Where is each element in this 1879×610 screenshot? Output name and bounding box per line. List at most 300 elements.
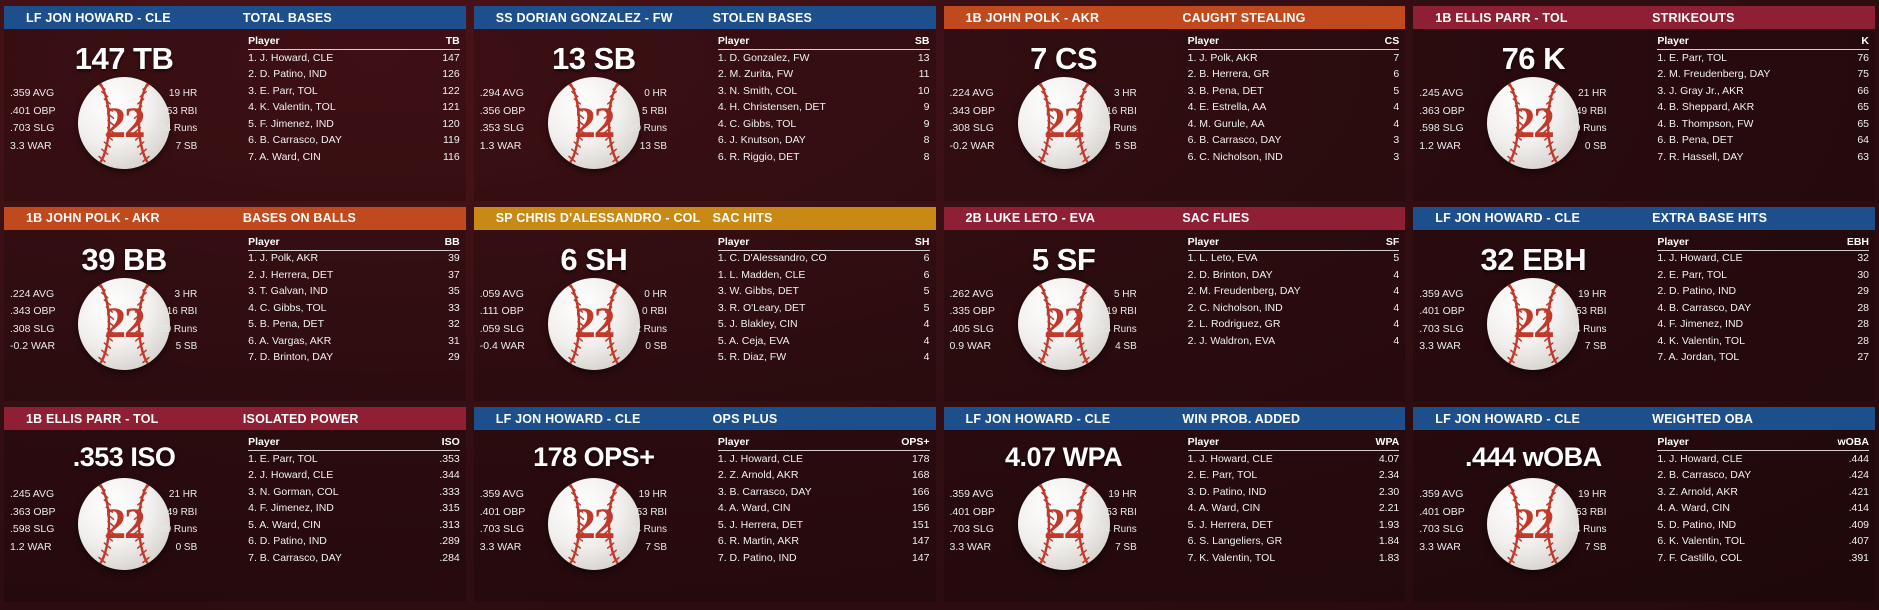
col-header-stat: SB — [904, 35, 929, 50]
slash-line: 3.3 WAR — [10, 139, 52, 152]
table-row[interactable] — [1188, 250, 1400, 267]
leader-name: 4. B. Carrasco, DAY — [1657, 301, 1752, 314]
leader-name: 4. C. Gibbs, TOL — [248, 301, 327, 314]
leader-name: 1. J. Howard, CLE — [1657, 252, 1743, 265]
leader-name: 3. E. Parr, TOL — [248, 84, 318, 97]
leader-value: 122 — [442, 84, 460, 97]
leader-name: 6. B. Carrasco, DAY — [248, 134, 342, 146]
leader-name: 1. J. Howard, CLE — [248, 51, 334, 64]
table-row[interactable] — [718, 149, 930, 166]
table-row[interactable] — [248, 50, 460, 67]
slash-line: .703 SLG — [479, 523, 525, 536]
leader-value: 147 — [911, 535, 930, 548]
table-row[interactable] — [248, 149, 460, 166]
card-player-name: SP CHRIS D'ALESSANDRO - COL — [495, 211, 701, 226]
card-big-stat: .353 ISO — [72, 442, 176, 473]
leader-name: 3. J. Gray Jr., AKR — [1657, 84, 1744, 97]
leader-value: .424 — [1848, 469, 1869, 482]
leader-name: 4. B. Sheppard, AKR — [1657, 101, 1755, 113]
col-header-player: Player — [718, 236, 905, 251]
leader-name: 2. D. Brinton, DAY — [1187, 268, 1273, 281]
leader-value: 9 — [923, 117, 930, 130]
card-feature-pane — [1413, 430, 1653, 602]
leader-name: 1. L. Leto, EVA — [1187, 252, 1258, 265]
card-leaderboard-pane — [244, 430, 466, 602]
leader-card[interactable] — [1413, 207, 1875, 402]
leader-name: 3. T. Galvan, IND — [248, 285, 328, 298]
leader-name: 1. D. Gonzalez, FW — [717, 51, 810, 64]
table-row[interactable] — [718, 451, 930, 468]
card-leaderboard-pane — [1184, 230, 1406, 402]
counting-line: 13 SB — [639, 140, 668, 152]
card-header — [474, 207, 936, 230]
leader-card[interactable] — [944, 407, 1406, 602]
leader-value: 4.07 — [1378, 452, 1400, 465]
leader-name: 2. M. Zurita, FW — [717, 68, 794, 80]
leader-value: 4 — [1393, 101, 1400, 113]
table-row[interactable] — [248, 317, 460, 334]
table-row[interactable] — [1188, 133, 1400, 150]
table-row[interactable] — [1657, 149, 1869, 166]
table-row[interactable] — [248, 267, 460, 284]
leader-value: 119 — [443, 134, 460, 146]
leader-value: 2.21 — [1378, 502, 1400, 515]
baseball-icon — [548, 278, 640, 370]
table-row[interactable] — [1657, 50, 1869, 67]
table-row[interactable] — [248, 517, 460, 534]
leader-value: 28 — [1857, 301, 1869, 314]
table-row[interactable] — [1657, 317, 1869, 334]
card-player-name: 2B LUKE LETO - EVA — [965, 211, 1096, 226]
col-header-stat: wOBA — [1816, 436, 1869, 451]
counting-line: 19 HR — [168, 88, 198, 99]
table-row[interactable] — [248, 67, 460, 84]
counting-line: 39 Runs — [160, 323, 198, 335]
leader-value: .444 — [1848, 452, 1869, 465]
baseball-number: 22 — [574, 99, 614, 147]
slash-line: .598 SLG — [10, 523, 55, 536]
col-header-player: Player — [1188, 236, 1377, 251]
leader-name: 2. E. Parr, TOL — [1187, 469, 1258, 482]
leader-name: 4. F. Jimenez, IND — [248, 502, 334, 515]
card-header — [1413, 207, 1875, 230]
table-row[interactable] — [248, 468, 460, 485]
col-header-stat: K — [1849, 35, 1869, 50]
card-big-stat: 147 TB — [74, 41, 174, 76]
table-row[interactable] — [718, 67, 930, 84]
leader-name: 4. A. Ward, CIN — [1187, 502, 1261, 515]
card-leaderboard-pane — [244, 230, 466, 402]
leader-name: 5. F. Jimenez, IND — [248, 117, 334, 130]
leader-value: .313 — [439, 518, 460, 531]
counting-line: 19 RBI — [1106, 306, 1137, 318]
slash-stats — [10, 85, 56, 155]
table-row[interactable] — [1657, 484, 1869, 501]
table-row[interactable] — [1188, 267, 1400, 284]
table-row[interactable] — [248, 300, 460, 317]
slash-line: .401 OBP — [1419, 305, 1465, 318]
leader-value: 63 — [1857, 150, 1869, 163]
table-row[interactable] — [718, 250, 930, 267]
baseball-number: 22 — [104, 500, 144, 548]
table-row[interactable] — [718, 83, 930, 100]
table-row[interactable] — [1657, 333, 1869, 350]
table-row[interactable] — [248, 250, 460, 267]
counting-stats — [1569, 85, 1606, 155]
table-row[interactable] — [1657, 67, 1869, 84]
counting-line: 7 SB — [175, 140, 198, 152]
table-row[interactable] — [248, 501, 460, 518]
counting-line: 0 SB — [175, 541, 198, 553]
leader-value: 30 — [1857, 268, 1869, 281]
table-row[interactable] — [248, 116, 460, 133]
leader-card[interactable] — [4, 207, 466, 402]
counting-line: 34 Runs — [629, 524, 668, 536]
slash-line: .224 AVG — [10, 287, 55, 300]
slash-line: .262 AVG — [949, 287, 994, 300]
leader-value: 3 — [1393, 134, 1400, 146]
card-big-stat: 6 SH — [560, 241, 628, 277]
card-leaderboard-pane — [244, 29, 466, 201]
counting-line: 0 RBI — [642, 306, 668, 318]
leader-value: 4 — [1393, 318, 1400, 331]
leader-value: .284 — [439, 551, 460, 564]
leader-value: 28 — [1857, 334, 1869, 347]
leader-name: 6. J. Knutson, DAY — [717, 134, 806, 146]
table-row[interactable] — [718, 50, 930, 67]
leader-value: 39 — [448, 252, 460, 265]
table-row[interactable] — [718, 501, 930, 518]
leader-name: 7. B. Carrasco, DAY — [248, 551, 342, 564]
card-header — [944, 207, 1406, 230]
table-row[interactable] — [1188, 550, 1400, 567]
card-header — [944, 6, 1406, 29]
slash-stats — [950, 486, 996, 556]
slash-line: .353 SLG — [479, 122, 525, 134]
table-row[interactable] — [248, 133, 460, 150]
card-player-name: LF JON HOWARD - CLE — [1435, 211, 1581, 226]
card-feature-pane — [944, 230, 1184, 402]
leader-card[interactable] — [944, 207, 1406, 402]
table-row[interactable] — [1188, 451, 1400, 468]
table-row[interactable] — [1657, 468, 1869, 485]
leaderboard-table — [1657, 236, 1869, 367]
col-header-player: Player — [248, 436, 422, 451]
counting-line: 0 HR — [644, 288, 668, 300]
table-row[interactable] — [718, 116, 930, 133]
table-row[interactable] — [1188, 284, 1400, 301]
card-stat-name: SAC FLIES — [1182, 211, 1250, 226]
card-feature-pane — [474, 230, 714, 402]
leader-card[interactable] — [474, 407, 936, 602]
leader-value: .407 — [1848, 535, 1869, 548]
table-row[interactable] — [248, 284, 460, 301]
leader-card[interactable] — [474, 6, 936, 201]
table-row[interactable] — [248, 100, 460, 117]
col-header-stat: OPS+ — [880, 436, 929, 451]
leader-value: 5 — [923, 301, 930, 314]
leader-name: 2. B. Carrasco, DAY — [1657, 469, 1752, 482]
slash-line: -0.4 WAR — [479, 340, 525, 353]
leader-value: 1.93 — [1378, 518, 1400, 531]
table-row[interactable] — [1657, 267, 1869, 284]
table-row[interactable] — [1188, 333, 1400, 350]
slash-line: .359 AVG — [1419, 287, 1464, 300]
slash-line: .359 AVG — [1419, 488, 1464, 501]
card-player-name: 1B ELLIS PARR - TOL — [1435, 10, 1568, 25]
table-row[interactable] — [1188, 116, 1400, 133]
table-row[interactable] — [718, 550, 930, 567]
card-stat-name: WEIGHTED OBA — [1652, 411, 1754, 426]
slash-stats — [480, 486, 526, 556]
leader-value: 5 — [1393, 84, 1400, 97]
baseball-icon — [1487, 478, 1579, 570]
table-row[interactable] — [1188, 67, 1400, 84]
leader-card[interactable] — [1413, 6, 1875, 201]
table-row[interactable] — [1188, 83, 1400, 100]
leader-value: 32 — [448, 318, 460, 331]
card-feature-pane — [944, 29, 1184, 201]
baseball-icon — [78, 77, 170, 169]
leader-name: 6. B. Carrasco, DAY — [1187, 134, 1282, 146]
counting-stats — [160, 85, 197, 155]
counting-line: 53 RBI — [1106, 506, 1137, 518]
leader-name: 4. B. Thompson, FW — [1657, 117, 1754, 130]
leader-value: 4 — [1393, 268, 1400, 281]
col-header-stat: TB — [426, 35, 459, 50]
card-leaderboard-pane — [1653, 230, 1875, 402]
table-row[interactable] — [1188, 100, 1400, 117]
leader-card[interactable] — [4, 407, 466, 602]
leader-value: 120 — [442, 117, 460, 130]
card-player-name: LF JON HOWARD - CLE — [1435, 411, 1581, 426]
table-row[interactable] — [1188, 501, 1400, 518]
leader-value: 65 — [1857, 117, 1869, 130]
leader-value: 147 — [442, 51, 460, 64]
table-row[interactable] — [1657, 133, 1869, 150]
leader-name: 4. C. Gibbs, TOL — [717, 117, 797, 130]
table-row[interactable] — [248, 333, 460, 350]
leader-name: 1. J. Howard, CLE — [1657, 452, 1743, 465]
leaderboard-table — [1188, 236, 1400, 350]
table-row[interactable] — [248, 350, 460, 367]
leader-value: .333 — [439, 485, 460, 498]
card-body — [1413, 29, 1875, 201]
table-row[interactable] — [718, 333, 930, 350]
counting-line: 49 RBI — [1575, 105, 1607, 117]
card-body — [944, 29, 1406, 201]
table-row[interactable] — [248, 484, 460, 501]
table-row[interactable] — [248, 451, 460, 468]
card-stat-name: STOLEN BASES — [712, 10, 813, 25]
leader-name: 3. Z. Arnold, AKR — [1657, 485, 1738, 498]
table-row[interactable] — [718, 350, 930, 367]
leader-value: 11 — [918, 68, 930, 80]
card-header — [4, 6, 466, 29]
col-header-player: Player — [718, 35, 904, 50]
table-row[interactable] — [718, 468, 930, 485]
leader-name: 2. J. Herrera, DET — [248, 268, 334, 281]
leader-card[interactable] — [4, 6, 466, 201]
counting-line: 5 HR — [1113, 288, 1137, 300]
leader-name: 6. S. Langeliers, GR — [1187, 535, 1283, 548]
table-row[interactable] — [248, 534, 460, 551]
table-row[interactable] — [718, 133, 930, 150]
leader-name: 7. F. Castillo, COL — [1657, 551, 1742, 564]
slash-line: .224 AVG — [949, 87, 994, 99]
leader-value: 2.34 — [1378, 469, 1400, 482]
card-body — [474, 230, 936, 402]
leaderboard-table — [1657, 436, 1869, 567]
table-row[interactable] — [1657, 501, 1869, 518]
leader-value: .289 — [439, 535, 460, 548]
table-row[interactable] — [248, 83, 460, 100]
card-header — [474, 6, 936, 29]
table-row[interactable] — [1657, 350, 1869, 367]
leader-value: 76 — [1857, 51, 1869, 64]
counting-line: 21 HR — [1578, 88, 1607, 99]
table-row[interactable] — [1188, 517, 1400, 534]
col-header-stat: SH — [904, 236, 929, 251]
leader-name: 2. M. Freudenberg, DAY — [1657, 68, 1771, 80]
table-row[interactable] — [1657, 116, 1869, 133]
baseball-icon — [78, 278, 170, 370]
card-big-stat: 13 SB — [551, 41, 636, 76]
table-row[interactable] — [1657, 451, 1869, 468]
baseball-number: 22 — [1513, 99, 1553, 147]
table-row[interactable] — [718, 100, 930, 117]
leader-name: 7. R. Hassell, DAY — [1657, 150, 1744, 163]
table-row[interactable] — [1188, 534, 1400, 551]
leader-name: 2. C. Nicholson, IND — [1187, 301, 1283, 314]
leader-name: 7. A. Jordan, TOL — [1657, 351, 1740, 364]
table-row[interactable] — [1188, 300, 1400, 317]
table-row[interactable] — [718, 534, 930, 551]
slash-line: .308 SLG — [10, 322, 55, 335]
counting-line: 3 HR — [174, 288, 198, 300]
card-stat-name: OPS PLUS — [712, 411, 778, 426]
table-row[interactable] — [1188, 50, 1400, 67]
card-big-stat: 39 BB — [81, 241, 167, 277]
table-row[interactable] — [1657, 300, 1869, 317]
table-row[interactable] — [1188, 484, 1400, 501]
slash-line: .359 AVG — [949, 488, 994, 501]
table-row[interactable] — [248, 550, 460, 567]
card-player-name: 1B JOHN POLK - AKR — [965, 10, 1100, 25]
baseball-number: 22 — [104, 300, 144, 348]
table-row[interactable] — [1188, 317, 1400, 334]
leader-name: 6. R. Riggio, DET — [717, 150, 800, 163]
card-body — [4, 230, 466, 402]
table-row[interactable] — [1657, 550, 1869, 567]
table-row[interactable] — [718, 484, 930, 501]
leader-name: 2. M. Freudenberg, DAY — [1187, 285, 1301, 298]
slash-line: 1.3 WAR — [479, 139, 522, 152]
baseball-number: 22 — [1044, 300, 1084, 348]
leader-name: 3. B. Carrasco, DAY — [717, 485, 812, 498]
leader-value: 5 — [1393, 252, 1400, 265]
leader-value: 75 — [1857, 68, 1869, 80]
leader-value: 37 — [448, 268, 460, 281]
table-row[interactable] — [718, 267, 930, 284]
table-row[interactable] — [718, 284, 930, 301]
leader-name: 2. L. Rodriguez, GR — [1187, 318, 1281, 331]
card-leaderboard-pane — [714, 230, 936, 402]
slash-line: .111 OBP — [479, 305, 524, 318]
leader-value: 6 — [923, 268, 930, 281]
slash-line: 3.3 WAR — [1419, 540, 1461, 553]
leaderboard-table — [248, 35, 460, 166]
leaderboard-table — [1188, 35, 1400, 166]
leader-value: 5 — [923, 285, 930, 298]
leader-card[interactable] — [944, 6, 1406, 201]
leader-value: 1.84 — [1378, 535, 1400, 548]
slash-line: .359 AVG — [479, 488, 524, 501]
counting-line: 5 RBI — [642, 105, 668, 117]
baseball-number: 22 — [1513, 500, 1553, 548]
leader-name: 4. F. Jimenez, IND — [1657, 318, 1744, 331]
leader-value: 168 — [911, 469, 930, 482]
leader-value: 32 — [1857, 252, 1869, 265]
leader-name: 4. E. Estrella, AA — [1187, 101, 1267, 113]
leader-value: 8 — [923, 150, 930, 163]
slash-stats — [1419, 486, 1465, 556]
leader-value: 147 — [911, 551, 930, 564]
slash-line: .363 OBP — [10, 505, 56, 518]
leader-value: .391 — [1848, 551, 1869, 564]
table-row[interactable] — [1657, 100, 1869, 117]
table-row[interactable] — [1657, 517, 1869, 534]
table-row[interactable] — [1188, 468, 1400, 485]
leader-card[interactable] — [1413, 407, 1875, 602]
col-header-player: Player — [1188, 35, 1371, 50]
table-row[interactable] — [1657, 284, 1869, 301]
slash-line: .359 AVG — [10, 87, 55, 99]
counting-line: 7 SB — [1584, 341, 1607, 353]
baseball-number: 22 — [1513, 300, 1553, 348]
card-stat-name: BASES ON BALLS — [242, 211, 357, 226]
leader-card[interactable] — [474, 207, 936, 402]
leader-name: 1. J. Howard, CLE — [717, 452, 804, 465]
table-row[interactable] — [718, 317, 930, 334]
leader-value: 1.83 — [1378, 551, 1400, 564]
table-row[interactable] — [718, 517, 930, 534]
leader-name: 6. B. Pena, DET — [1657, 134, 1734, 146]
slash-line: .343 OBP — [10, 305, 56, 318]
card-leaderboard-pane — [1653, 430, 1875, 602]
leader-value: 29 — [448, 351, 460, 364]
leader-value: 9 — [923, 101, 930, 113]
table-row[interactable] — [1657, 534, 1869, 551]
counting-line: 49 RBI — [166, 506, 198, 518]
leader-name: 1. E. Parr, TOL — [248, 452, 318, 465]
slash-line: -0.2 WAR — [949, 139, 995, 152]
counting-line: 23 Runs — [1099, 323, 1137, 335]
table-row[interactable] — [1188, 149, 1400, 166]
leader-value: 178 — [911, 452, 930, 465]
leader-value: 10 — [917, 84, 930, 97]
leader-name: 6. K. Valentin, TOL — [1657, 535, 1745, 548]
leader-value: 151 — [911, 518, 930, 531]
table-row[interactable] — [1657, 250, 1869, 267]
table-row[interactable] — [1657, 83, 1869, 100]
counting-line: 7 SB — [1115, 541, 1137, 553]
table-row[interactable] — [718, 300, 930, 317]
card-big-stat: 32 EBH — [1480, 241, 1587, 277]
slash-line: .703 SLG — [10, 122, 55, 134]
leaderboard-table — [718, 236, 930, 367]
counting-line: 34 Runs — [1099, 524, 1137, 536]
